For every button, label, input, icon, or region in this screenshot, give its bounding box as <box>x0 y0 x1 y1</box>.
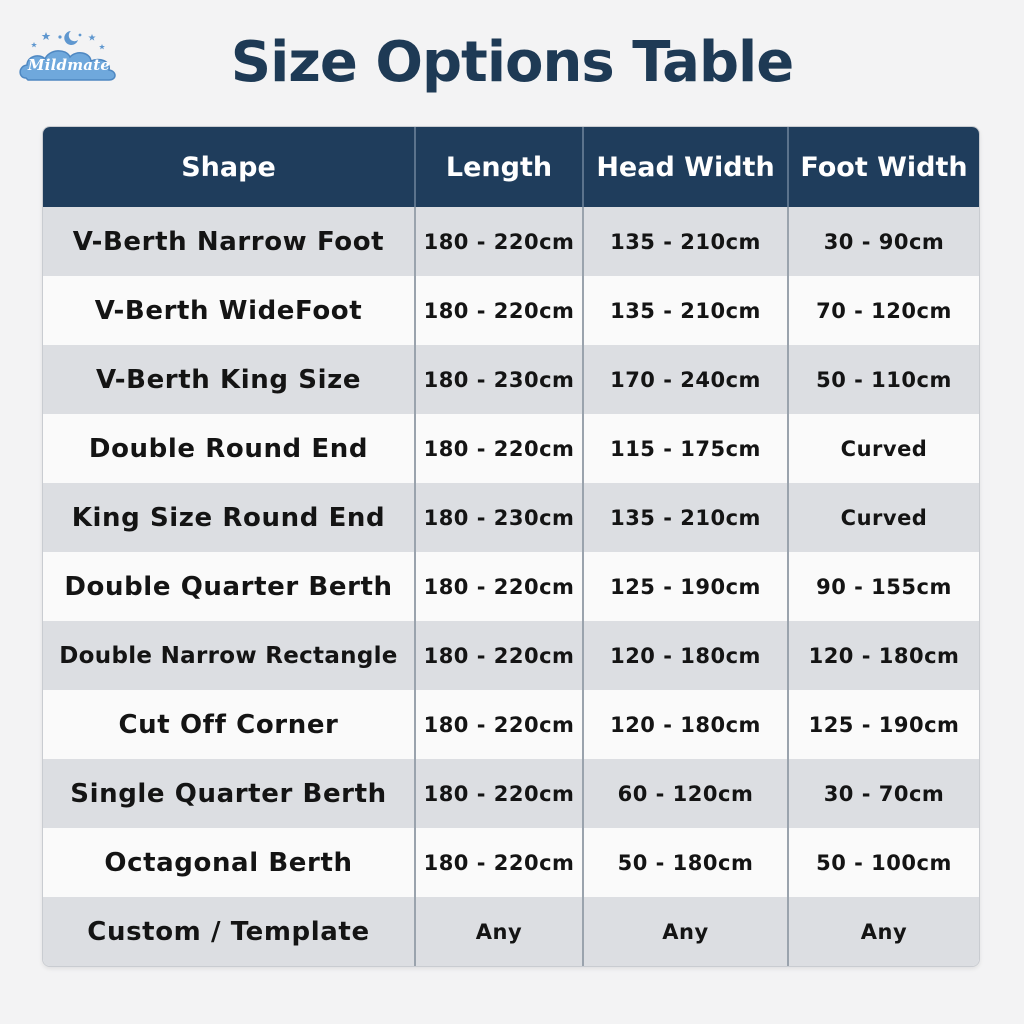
foot-width-cell: 90 - 155cm <box>816 574 952 599</box>
foot-width-cell: 125 - 190cm <box>808 712 960 737</box>
shape-cell: Double Round End <box>43 414 416 483</box>
shape-cell: Single Quarter Berth <box>43 759 416 828</box>
table-row <box>43 759 979 828</box>
length-cell: 180 - 230cm <box>416 345 584 414</box>
length-cell: 180 - 220cm <box>416 759 584 828</box>
shape-cell: King Size Round End <box>43 483 416 552</box>
foot-width-cell: 70 - 120cm <box>816 298 952 323</box>
foot-width-cell: 30 - 90cm <box>823 229 945 254</box>
foot-width-cell: 50 - 100cm <box>816 850 952 875</box>
header-foot-width: Foot Width <box>800 151 968 183</box>
head-width-cell: 115 - 175cm <box>584 414 789 483</box>
logo-text: Mildmate <box>27 56 111 74</box>
head-width-cell: Any <box>584 897 789 966</box>
table-header-row <box>43 127 979 207</box>
shape-cell: V-Berth King Size <box>43 345 416 414</box>
length-cell: 180 - 230cm <box>416 483 584 552</box>
header-head-width: Head Width <box>584 127 789 207</box>
table-row <box>43 621 979 690</box>
shape-cell: Double Quarter Berth <box>43 552 416 621</box>
head-width-cell: 120 - 180cm <box>584 621 789 690</box>
shape-cell: V-Berth WideFoot <box>43 276 416 345</box>
foot-width-cell: 50 - 110cm <box>816 367 952 392</box>
head-width-cell: 125 - 190cm <box>584 552 789 621</box>
head-width-cell: 60 - 120cm <box>584 759 789 828</box>
header-shape: Shape <box>43 127 416 207</box>
length-cell: 180 - 220cm <box>416 828 584 897</box>
table-row <box>43 483 979 552</box>
head-width-cell: 50 - 180cm <box>584 828 789 897</box>
length-cell: 180 - 220cm <box>416 414 584 483</box>
shape-cell: Octagonal Berth <box>43 828 416 897</box>
shape-cell: Cut Off Corner <box>43 690 416 759</box>
foot-width-cell: 30 - 70cm <box>823 781 945 806</box>
table-row <box>43 276 979 345</box>
shape-cell: Custom / Template <box>43 897 416 966</box>
table-row <box>43 345 979 414</box>
foot-width-cell: 120 - 180cm <box>808 643 960 668</box>
table-row <box>43 897 979 966</box>
table-row <box>43 690 979 759</box>
header-length: Length <box>416 127 584 207</box>
length-cell: Any <box>416 897 584 966</box>
table-row <box>43 552 979 621</box>
foot-width-cell: Curved <box>840 505 928 530</box>
head-width-cell: 135 - 210cm <box>584 276 789 345</box>
page-title: Size Options Table <box>230 30 794 95</box>
length-cell: 180 - 220cm <box>416 690 584 759</box>
shape-cell: V-Berth Narrow Foot <box>43 207 416 276</box>
head-width-cell: 170 - 240cm <box>584 345 789 414</box>
table-row <box>43 828 979 897</box>
length-cell: 180 - 220cm <box>416 276 584 345</box>
head-width-cell: 135 - 210cm <box>584 207 789 276</box>
foot-width-cell: Any <box>860 919 908 944</box>
head-width-cell: 120 - 180cm <box>584 690 789 759</box>
table-row <box>43 207 979 276</box>
length-cell: 180 - 220cm <box>416 621 584 690</box>
size-options-table <box>42 126 980 967</box>
foot-width-cell: Curved <box>840 436 928 461</box>
length-cell: 180 - 220cm <box>416 552 584 621</box>
shape-cell: Double Narrow Rectangle <box>43 621 416 690</box>
head-width-cell: 135 - 210cm <box>584 483 789 552</box>
table-row <box>43 414 979 483</box>
length-cell: 180 - 220cm <box>416 207 584 276</box>
